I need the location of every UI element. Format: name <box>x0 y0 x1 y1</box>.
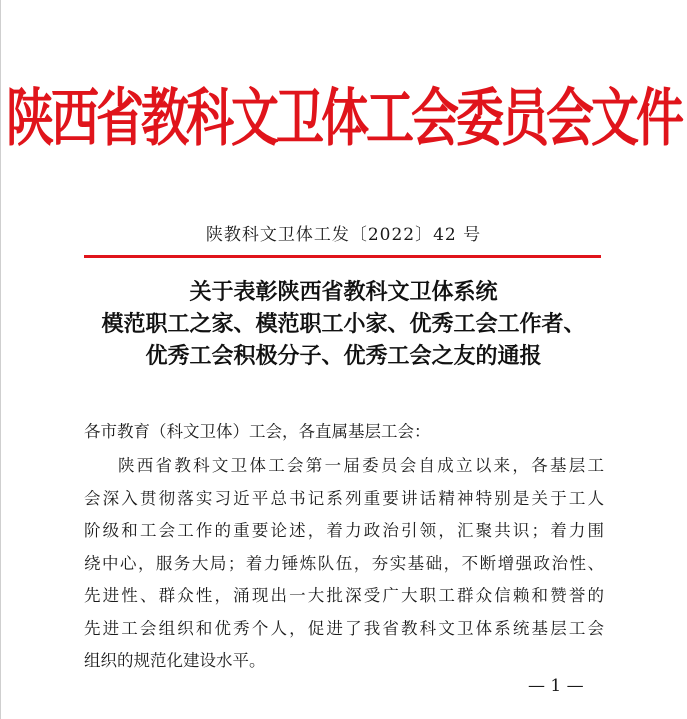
body-line: 会深入贯彻落实习近平总书记系列重要讲话精神特别是关于工人 <box>84 488 604 508</box>
body-line: 先进工会组织和优秀个人，促进了我省教科文卫体系统基层工会 <box>84 618 604 638</box>
notice-title-line: 模范职工之家、模范职工小家、优秀工会工作者、 <box>101 311 586 337</box>
body-line: 绕中心，服务大局；着力锤炼队伍，夯实基础，不断增强政治性、 <box>84 553 604 573</box>
body-line: 先进性、群众性，涌现出一大批深受广大职工群众信赖和赞誉的 <box>84 586 604 605</box>
document-header-title: 陕西省教科文卫体工会委员会文件 <box>5 82 681 155</box>
document-number: 陕教科文卫体工发〔2022〕42 号 <box>205 225 482 245</box>
notice-title-line: 优秀工会积极分子、优秀工会之友的通报 <box>145 343 542 369</box>
notice-title-line: 关于表彰陕西省教科文卫体系统 <box>189 279 498 305</box>
body-line: 陕西省教科文卫体工会第一届委员会自成立以来，各基层工 <box>118 456 604 475</box>
body-line: 阶级和工会工作的重要论述，着力政治引领，汇聚共识；着力围 <box>84 521 604 540</box>
body-line: 组织的规范化建设水平。 <box>84 651 266 670</box>
header-red-rule <box>84 255 601 258</box>
salutation: 各市教育（科文卫体）工会，各直属基层工会： <box>84 422 431 441</box>
body-paragraph <box>84 450 604 678</box>
notice-title <box>0 276 687 372</box>
page-number: — 1 — <box>528 676 584 696</box>
